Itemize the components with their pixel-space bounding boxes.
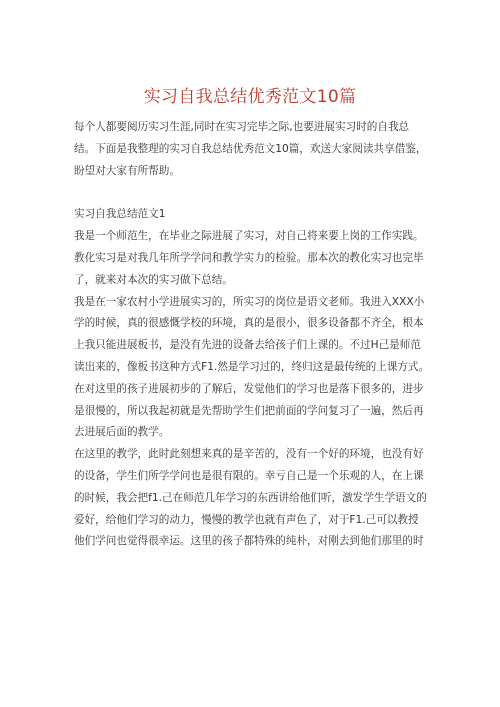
body-line: 我是在一家农村小学进展实习的，所实习的岗位是语文老师。我进入XXX小 <box>74 295 425 308</box>
section-body <box>74 226 432 553</box>
body-line: 上我只能进展板书，是没有先进的设备去给孩子们上课的。不过H己是师范 <box>74 339 421 352</box>
intro-line: 每个人都要阅历实习生涯,同时在实习完毕之际,也要进展实习时的自我总 <box>74 121 410 133</box>
body-line: 去进展后面的教学。 <box>74 426 170 439</box>
body-line: 在这里的教学，此时此刻想来真的是辛苦的，没有一个好的环境，也没有好 <box>74 448 424 461</box>
paragraph-gap <box>74 182 432 204</box>
body-line: 是很慢的，所以我起初就是先帮助学生们把前面的学问复习了一遍，然后再 <box>74 404 424 417</box>
section-heading: 实习自我总结范文1 <box>74 208 166 221</box>
body-line: 的设备，学生们所学学问也是很有限的。幸亏自己是一个乐观的人，在上课 <box>74 469 424 482</box>
intro-line: 盼望对大家有所帮助。 <box>74 164 180 177</box>
body-line: 他们学问也觉得很幸运。这里的孩子都特殊的纯朴，对刚去到他们那里的时 <box>74 535 424 548</box>
body-line: 爱好，给他们学习的动力，慢慢的教学也就有声色了，对于F1.己可以教授 <box>74 513 419 526</box>
body-line: 读出来的，像板书这种方式F1.然是学习过的，终归这是最传统的上课方式。 <box>74 360 430 373</box>
document-body <box>74 117 432 553</box>
intro-paragraph <box>74 117 432 182</box>
body-line: 教化实习是对我几年所学学问和教学实力的检验。那本次的教化实习也完毕 <box>74 251 424 264</box>
document-title: 实习自我总结优秀范文10篇 <box>143 87 357 108</box>
body-line: 的时候，我会把f1.己在师范几年学习的东西讲给他们听，激发学生学语文的 <box>74 491 427 504</box>
intro-line: 结。下面是我整理的实习自我总结优秀范文10篇，欢送大家阅读共享借鉴， <box>74 142 427 155</box>
body-line: 学的时候，真的很感慨学校的环境，真的是很小，很多设备都不齐全，根本 <box>74 317 424 330</box>
body-line: 了，就来对本次的实习做下总结。 <box>74 273 233 286</box>
body-line: 我是一个师范生，在毕业之际进展了实习，对自己将来要上岗的工作实践。 <box>74 230 424 243</box>
body-line: 在对这里的孩子进展初步的了解后，发觉他们的学习也是落下很多的，进步 <box>74 382 424 395</box>
